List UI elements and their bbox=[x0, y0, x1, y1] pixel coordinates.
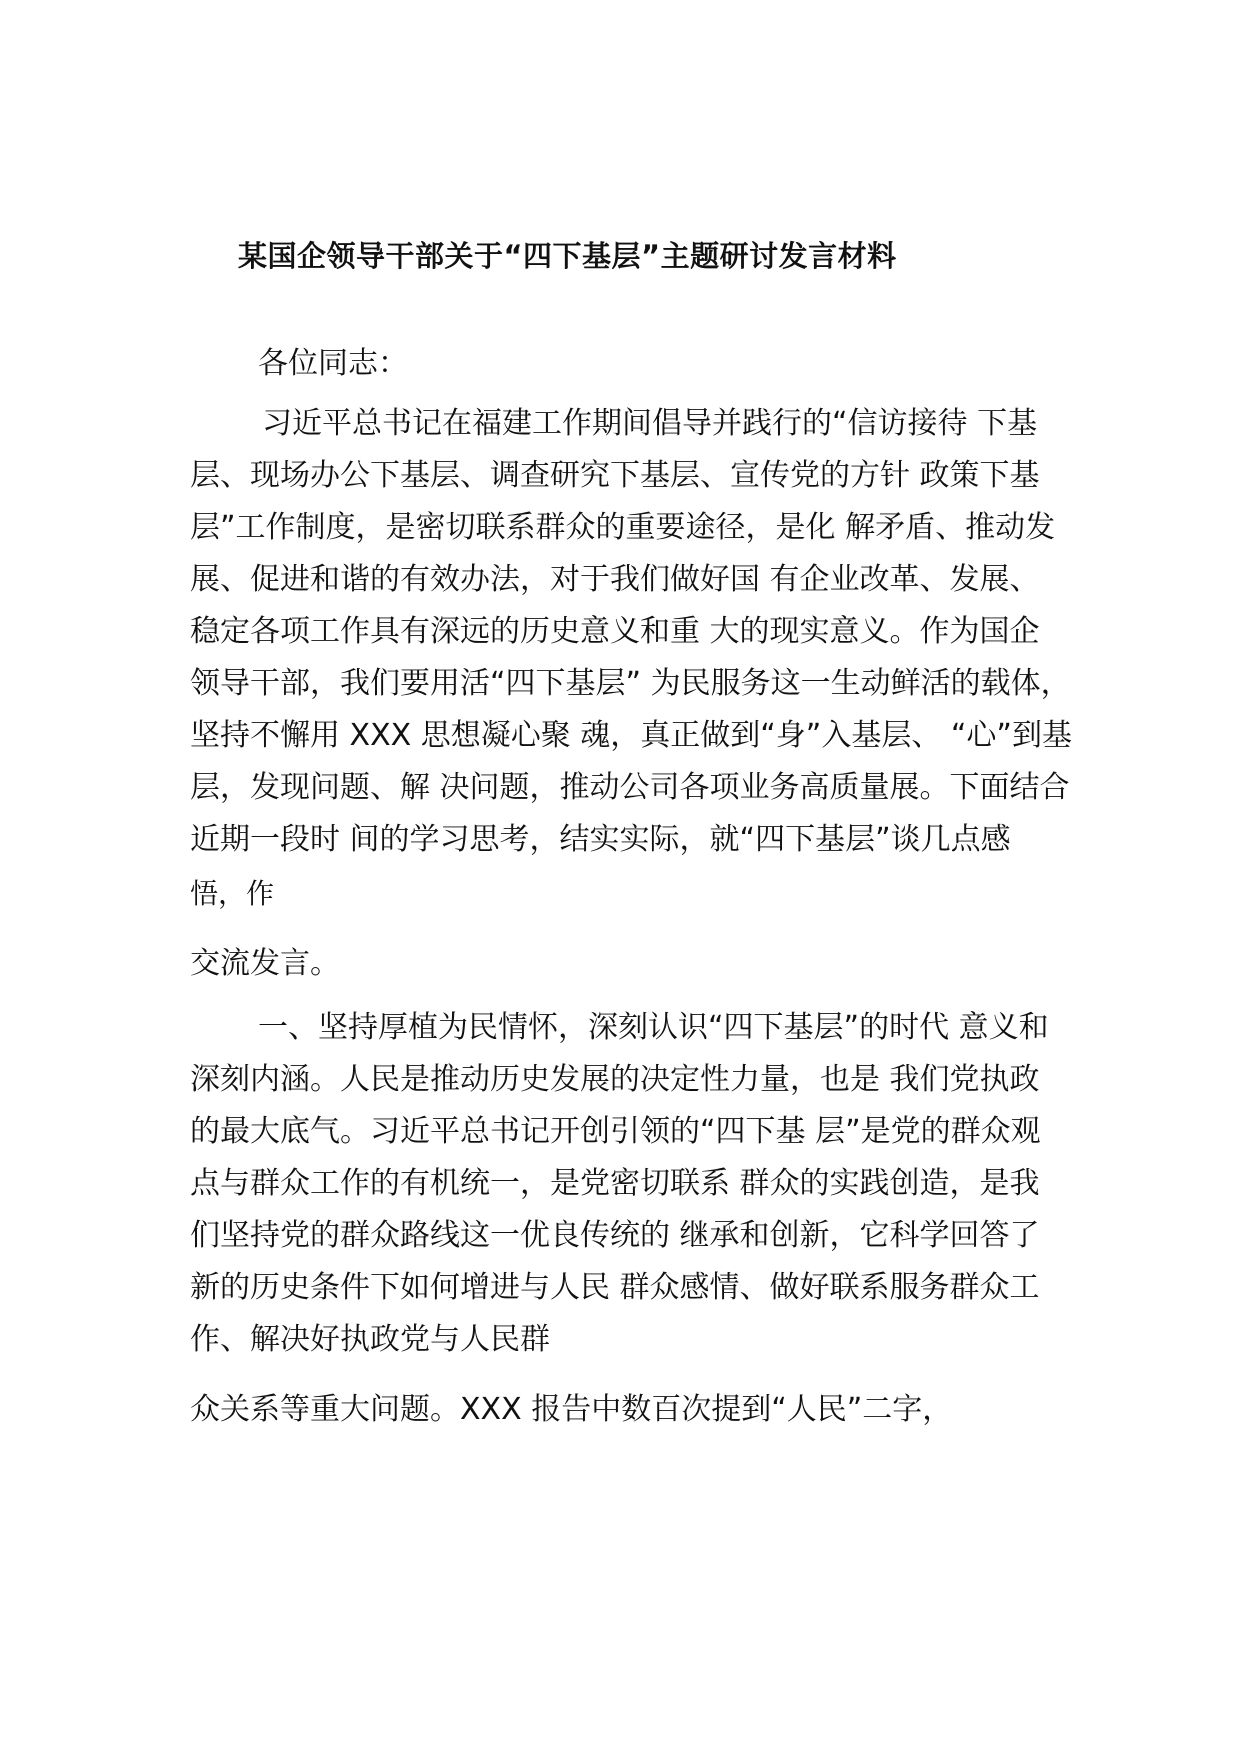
paragraph2-line-5: 们坚持党的群众路线这一优良传统的 继承和创新，它科学回答了 bbox=[190, 1218, 1040, 1253]
paragraph1-line-9: 近期一段时 间的学习思考，结实实际，就“四下基层”谈几点感 bbox=[190, 822, 1011, 857]
paragraph1-line-10: 悟，作 bbox=[190, 877, 275, 910]
document-title: 某国企领导干部关于“四下基层”主题研讨发言材料 bbox=[238, 239, 897, 273]
paragraph1-line-8: 层，发现问题、解 决问题，推动公司各项业务高质量展。下面结合 bbox=[190, 770, 1070, 805]
paragraph2-line-6: 新的历史条件下如何增进与人民 群众感情、做好联系服务群众工 bbox=[190, 1270, 1040, 1305]
paragraph2-line-7: 作、解决好执政党与人民群 bbox=[190, 1322, 550, 1357]
paragraph1-tail: 交流发言。 bbox=[190, 946, 340, 981]
paragraph1-line-4: 展、促进和谐的有效办法，对于我们做好国 有企业改革、发展、 bbox=[190, 562, 1040, 597]
paragraph1-line-6: 领导干部，我们要用活“四下基层” 为民服务这一生动鲜活的载体， bbox=[190, 666, 1071, 701]
paragraph2-line-3: 的最大底气。习近平总书记开创引领的“四下基 层”是党的群众观 bbox=[190, 1114, 1041, 1149]
paragraph1-line-7: 坚持不懈用 XXX 思想凝心聚 魂，真正做到“身”入基层、 “心”到基 bbox=[190, 718, 1072, 753]
paragraph1-line-5: 稳定各项工作具有深远的历史意义和重 大的现实意义。作为国企 bbox=[190, 614, 1040, 649]
paragraph2-line-1: 一、坚持厚植为民情怀，深刻认识“四下基层”的时代 意义和 bbox=[258, 1010, 1049, 1045]
paragraph2-line-4: 点与群众工作的有机统一，是党密切联系 群众的实践创造，是我 bbox=[190, 1166, 1040, 1201]
paragraph1-line-2: 层、现场办公下基层、调查研究下基层、宣传党的方针 政策下基 bbox=[190, 458, 1040, 493]
paragraph1-line-3: 层”工作制度，是密切联系群众的重要途径，是化 解矛盾、推动发 bbox=[190, 510, 1056, 545]
salutation: 各位同志： bbox=[258, 346, 408, 381]
paragraph1-line-1: 习近平总书记在福建工作期间倡导并践行的“信访接待 下基 bbox=[262, 406, 1038, 441]
paragraph2-tail: 众关系等重大问题。XXX 报告中数百次提到“人民”二字， bbox=[190, 1392, 953, 1427]
paragraph2-line-2: 深刻内涵。人民是推动历史发展的决定性力量，也是 我们党执政 bbox=[190, 1062, 1040, 1097]
